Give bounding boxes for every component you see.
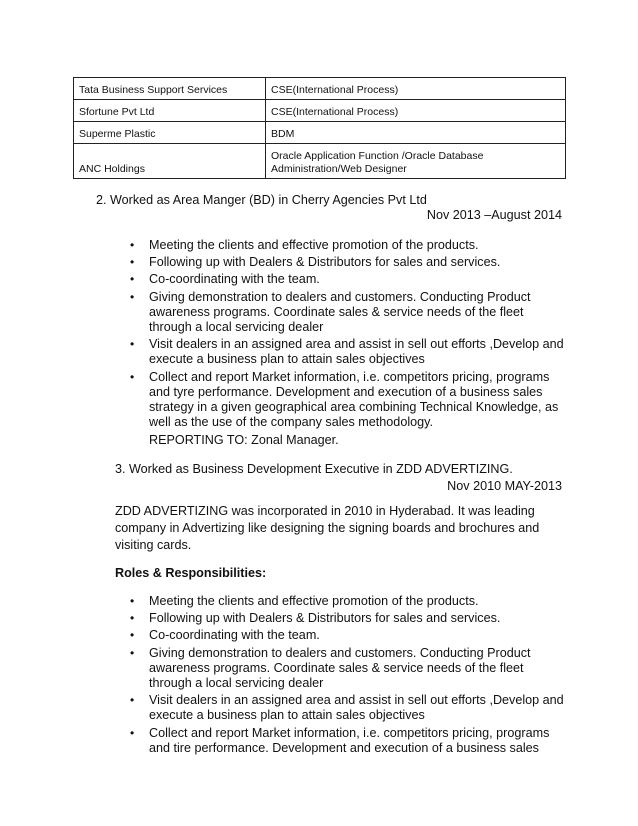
employment-table xyxy=(73,77,566,179)
bullet-icon: • xyxy=(130,725,135,740)
job2-reporting: REPORTING TO: Zonal Manager. xyxy=(149,433,339,447)
description-line: company in Advertizing like designing the signing boards and brochures and xyxy=(115,521,540,535)
job2-dates: Nov 2013 –August 2014 xyxy=(426,208,562,222)
bullet-line: strategy in a given geographical area combining Technical Knowledge, as xyxy=(149,400,559,415)
bullet-line: execute a business plan to attain sales objectives xyxy=(149,708,425,723)
table-row xyxy=(74,100,566,122)
bullet-line: awareness programs. Coordinate sales & service needs of the fleet xyxy=(149,660,524,675)
bullet-item xyxy=(130,255,564,270)
company-cell: Tata Business Support Services xyxy=(74,78,266,100)
table-row xyxy=(74,122,566,144)
job2-heading: 2. Worked as Area Manger (BD) in Cherry Agencies Pvt Ltd xyxy=(96,193,427,207)
company-cell: Superme Plastic xyxy=(74,122,266,144)
description-line: ZDD ADVERTIZING was incorporated in 2010 in Hyderabad. It was leading xyxy=(115,504,535,518)
description-line: visiting cards. xyxy=(115,538,192,552)
bullet-item xyxy=(130,272,564,287)
job3-heading: 3. Worked as Business Development Executive in ZDD ADVERTIZING. xyxy=(115,462,513,476)
bullet-item xyxy=(130,369,564,431)
roles-heading: Roles & Responsibilities: xyxy=(115,566,267,580)
bullet-line: and tire performance. Development and execution of a business sales xyxy=(149,740,539,755)
bullet-item xyxy=(130,611,564,626)
bullet-icon: • xyxy=(130,272,135,287)
bullet-line: and tyre performance. Development and execution of a business sales xyxy=(149,384,543,399)
table-row xyxy=(74,78,566,100)
bullet-item xyxy=(130,289,564,336)
bullet-line: Co-coordinating with the team. xyxy=(149,272,320,287)
bullet-item xyxy=(130,645,564,692)
bullet-line: Visit dealers in an assigned area and assist in sell out efforts ,Develop and xyxy=(149,693,564,708)
bullet-line: Visit dealers in an assigned area and assist in sell out efforts ,Develop and xyxy=(149,337,564,352)
bullet-icon: • xyxy=(130,289,135,304)
bullet-line: Co-coordinating with the team. xyxy=(149,628,320,643)
role-line: Oracle Application Function /Oracle Database xyxy=(271,150,484,162)
bullet-icon: • xyxy=(130,611,135,626)
bullet-line: Following up with Dealers & Distributors for sales and services. xyxy=(149,255,501,270)
bullet-item xyxy=(130,693,564,723)
bullet-line: well as the use of the company sales methodology. xyxy=(149,415,433,430)
bullet-item xyxy=(130,594,564,609)
job3-dates: Nov 2010 MAY-2013 xyxy=(447,479,562,493)
job2-bullet-list xyxy=(130,238,564,430)
bullet-icon: • xyxy=(130,369,135,384)
role-cell xyxy=(266,144,566,179)
bullet-icon: • xyxy=(130,693,135,708)
role-cell: BDM xyxy=(266,122,566,144)
bullet-item xyxy=(130,725,564,756)
role-cell: CSE(International Process) xyxy=(266,100,566,122)
bullet-item xyxy=(130,238,564,253)
bullet-icon: • xyxy=(130,238,135,252)
bullet-line: execute a business plan to attain sales objectives xyxy=(149,352,425,367)
bullet-line: through a local servicing dealer xyxy=(149,676,324,691)
role-cell: CSE(International Process) xyxy=(266,78,566,100)
bullet-line: Meeting the clients and effective promotion of the products. xyxy=(149,594,479,608)
bullet-line: through a local servicing dealer xyxy=(149,320,324,335)
bullet-line: Following up with Dealers & Distributors for sales and services. xyxy=(149,611,501,626)
company-cell: Sfortune Pvt Ltd xyxy=(74,100,266,122)
bullet-line: Collect and report Market information, i.e. competitors pricing, programs xyxy=(149,369,550,384)
bullet-line: Meeting the clients and effective promotion of the products. xyxy=(149,238,479,252)
company-cell: ANC Holdings xyxy=(74,144,266,179)
role-line: Administration/Web Designer xyxy=(271,163,407,175)
bullet-icon: • xyxy=(130,594,135,608)
bullet-icon: • xyxy=(130,645,135,660)
bullet-line: Giving demonstration to dealers and customers. Conducting Product xyxy=(149,289,531,304)
bullet-icon: • xyxy=(130,255,135,270)
job3-bullet-list xyxy=(130,594,564,756)
bullet-item xyxy=(130,628,564,643)
bullet-item xyxy=(130,337,564,367)
bullet-line: Collect and report Market information, i.e. competitors pricing, programs xyxy=(149,725,550,740)
bullet-line: Giving demonstration to dealers and customers. Conducting Product xyxy=(149,645,531,660)
bullet-icon: • xyxy=(130,628,135,643)
job3-description xyxy=(115,503,555,554)
table-row xyxy=(74,144,566,179)
bullet-line: awareness programs. Coordinate sales & service needs of the fleet xyxy=(149,304,524,319)
bullet-icon: • xyxy=(130,337,135,352)
